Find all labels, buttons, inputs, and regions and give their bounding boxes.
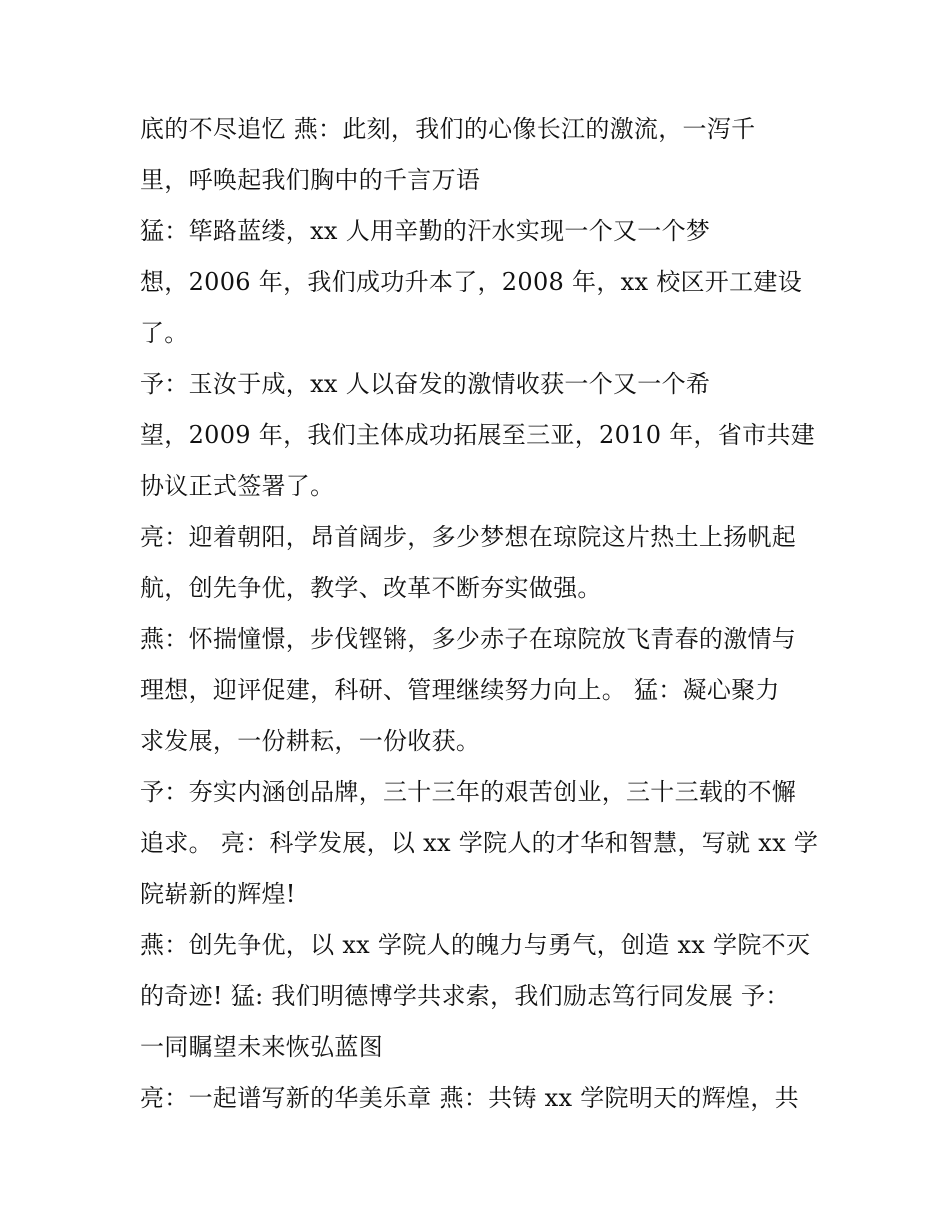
text-line: 亮：一起谱写新的华美乐章 燕：共铸 xx 学院明天的辉煌，共 <box>140 1084 799 1112</box>
text-line: 燕：创先争优，以 xx 学院人的魄力与勇气，创造 xx 学院不灭 <box>140 931 811 959</box>
text-line: 航，创先争优，教学、改革不断夯实做强。 <box>140 574 602 602</box>
text-line: 予：夯实内涵创品牌，三十三年的艰苦创业，三十三载的不懈 <box>140 778 797 806</box>
text-line: 燕：怀揣憧憬，步伐铿锵，多少赤子在琼院放飞青春的激情与 <box>140 625 797 653</box>
text-line: 猛：筚路蓝缕，xx 人用辛勤的汗水实现一个又一个梦 <box>140 217 711 245</box>
text-line: 追求。 亮：科学发展，以 xx 学院人的才华和智慧，写就 xx 学 <box>140 829 819 857</box>
text-line: 院崭新的辉煌! <box>140 880 296 908</box>
document-body <box>140 104 820 1124</box>
text-line: 里，呼唤起我们胸中的千言万语 <box>140 166 481 194</box>
text-line: 求发展，一份耕耘，一份收获。 <box>140 727 481 755</box>
text-line: 了。 <box>140 319 189 347</box>
text-line: 想，2006 年，我们成功升本了，2008 年，xx 校区开工建设 <box>140 268 803 296</box>
text-line: 亮：迎着朝阳，昂首阔步，多少梦想在琼院这片热土上扬帆起 <box>140 523 797 551</box>
text-line: 的奇迹! 猛: 我们明德博学共求索，我们励志笃行同发展 予： <box>140 982 790 1010</box>
text-line: 一同瞩望未来恢弘蓝图 <box>140 1033 383 1061</box>
text-line: 协议正式签署了。 <box>140 472 335 500</box>
text-line: 予：玉汝于成，xx 人以奋发的激情收获一个又一个希 <box>140 370 711 398</box>
text-line: 理想，迎评促建，科研、管理继续努力向上。 猛：凝心聚力 <box>140 676 780 704</box>
text-line: 底的不尽追忆 燕：此刻，我们的心像长江的激流，一泻千 <box>140 115 756 143</box>
text-line: 望，2009 年，我们主体成功拓展至三亚，2010 年，省市共建 <box>140 421 816 449</box>
